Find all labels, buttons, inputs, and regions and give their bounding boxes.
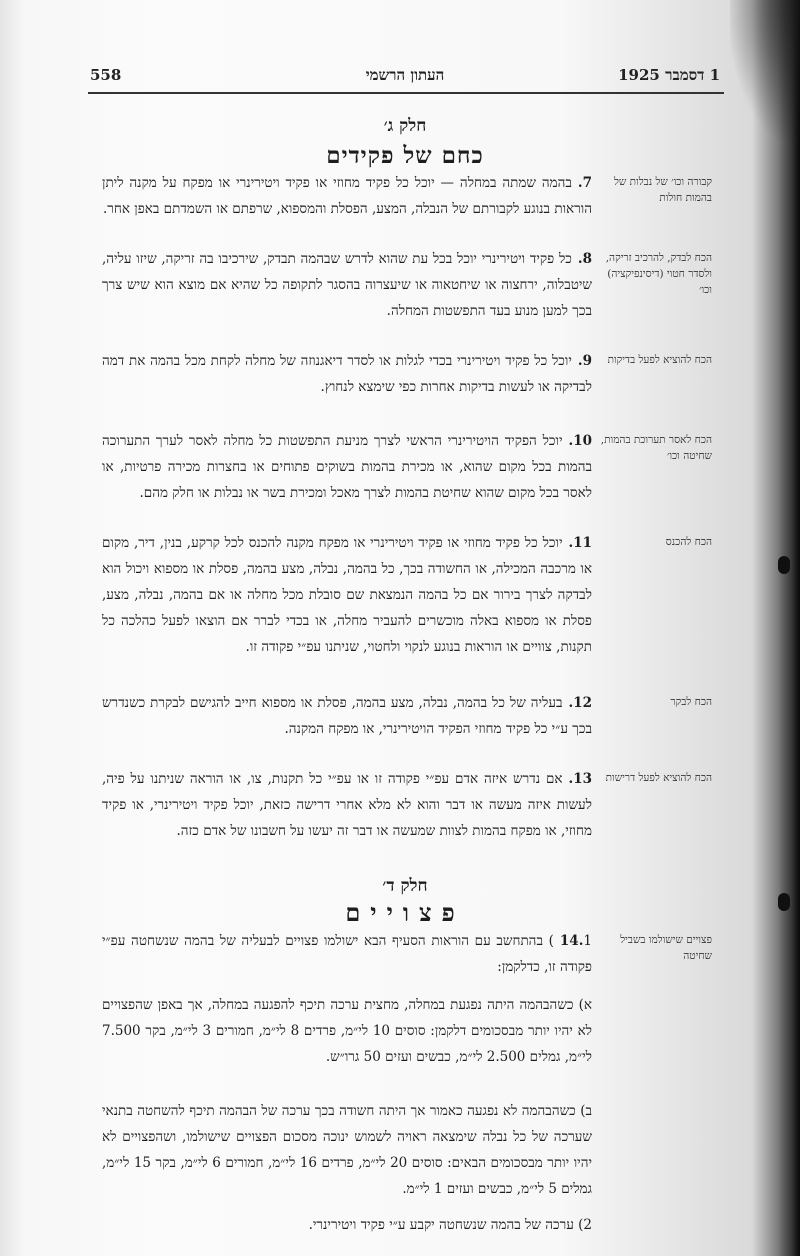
section-number: 14.: [559, 933, 584, 949]
section-7: [102, 170, 592, 222]
section-14-clause-b: ב) כשהבהמה לא נפגעה כאמור אך היתה חשודה בכך ערכה של הבהמה תיכף להשחטה בתנאי שערכה של כל נבלה שימצאה ראויה לשמוש ינוכה מסכום הפצויים שישולמו, ושהפצויים לא יהיו יותר מבסכומים הבאים: סוסים 20 לי״מ, פרדים 16 לי״מ, חמורים 6 לי״מ, בקר 15 לי״מ, גמלים 5 לי״מ, כבשים ועזים 1 לי״מ.: [102, 1103, 592, 1197]
section-14-clause-a: א) כשהבהמה היתה נפגעת במחלה, מחצית ערכה תיכף להפגעה במחלה, אך באפן שהפצויים לא יהיו יותר מבסכומים דלקמן: סוסים 10 לי״מ, פרדים 8 לי״מ, חמורים 3 לי״מ, בקר 7.500 לי״מ, גמלים 2.500 לי״מ, כבשים ועזים 50 גרו״ש.: [102, 997, 592, 1065]
margin-note: הכח להוציא לפעל דרישות: [605, 772, 712, 784]
section-text: יוכל כל פקיד ויטירינרי בכדי לגלות או לסדר דיאגנוזה של מחלה לקחת מכל בהמה את דמה לבדיקה או לעשות בדיקות אחרות כפי שימצא לנחוץ.: [102, 353, 592, 395]
section-number: 10.: [568, 433, 592, 449]
margin-note: פצויים שישולמו בשביל שחיטה: [620, 934, 712, 962]
section-13: [102, 766, 592, 844]
section-14-sub-2: 2) ערכה של בהמה שנשחטה יקבע ע״י פקיד ויטירינרי.: [308, 1217, 592, 1233]
section-number: 7.: [577, 175, 592, 191]
section-8: [102, 246, 592, 324]
margin-note: קבורה וכו׳ של נבלות של בהמות חולות: [613, 176, 712, 204]
margin-note: הכח לבקר: [670, 696, 712, 708]
page-edge-shadow: [778, 0, 800, 1256]
punch-hole: [778, 556, 790, 574]
gazette-title: העתון הרשמי: [365, 66, 445, 84]
header-rule: [88, 92, 724, 94]
section-number: 13.: [568, 771, 592, 787]
part-c-label: חלק ג׳: [383, 116, 427, 136]
margin-note: הכח לבדק, להרכיב זריקה, ולסדר חטוי (דיסינפיקציה) וכו׳: [605, 252, 712, 296]
part-c-title: כחם של פקידים: [326, 142, 484, 169]
margin-note: הכח לאסר תערוכת בהמות, שחיטה וכו׳: [600, 434, 712, 462]
page-number: 558: [90, 66, 122, 84]
section-10: [102, 428, 592, 506]
section-11: [102, 530, 592, 660]
punch-hole: [778, 893, 790, 911]
margin-note: הכח להכנס: [665, 536, 712, 548]
section-text: בהמה שמתה במחלה — יוכל כל פקיד מחוזי או פקיד ויטירינרי או מפקח על מקנה ליתן הוראות בנוגע לקבורתם של הנבלה, המצע, הפסלת והמספוא, שרפתם או השמדתם באפן אחר.: [102, 175, 592, 217]
section-text: 1) בהתחשב עם הוראות הסעיף הבא ישולמו פצויים לבעליה של בהמה שנשחטה עפ״י פקודה זו, כדלקמן:: [102, 933, 592, 975]
section-12: [102, 690, 592, 742]
section-number: 12.: [568, 695, 592, 711]
section-number: 11.: [568, 535, 592, 551]
section-14-intro: [102, 928, 592, 980]
part-d-title: פצויים: [345, 898, 465, 927]
section-text: יוכל הפקיד הויטירינרי הראשי לצרך מניעת התפשטות כל מחלה לאסר לערך התערוכה בהמות בכל מקום שהוא, או מכירת בהמות בשוקים פתוחים או בחצרות מכירה פרטיות, או לאסר בכל מקום שהוא שחיטת בהמות לצרך מאכל ומכירת בשר או נבלות או חלק מהם.: [102, 433, 592, 501]
section-number: 8.: [577, 251, 592, 267]
part-d-label: חלק ד׳: [382, 876, 428, 896]
section-9: [102, 348, 592, 400]
section-text: כל פקיד ויטירינרי יוכל בכל עת שהוא לדרש שבהמה תבדק, שירכיבו בה זריקה, שיזו עליה, שיטבלוה, ירחצוה או שיחטאוה או שיעצרוה בהסגר לתקופה כל שהיא אם מוצא הוא שיש צרך בכך למען מנוע בעד התפשטות המחלה.: [102, 251, 592, 319]
issue-date: 1 דסמבר 1925: [618, 66, 720, 84]
page-header: [90, 66, 720, 90]
section-text: בעליה של כל בהמה, נבלה, מצע בהמה, פסלת או מספוא חייב להגישם לבקרת כשנדרש בכך ע״י כל פקיד מחוזי הפקיד הויטירינרי, או מפקח המקנה.: [102, 695, 592, 737]
section-number: 9.: [577, 353, 592, 369]
section-text: אם נדרש איזה אדם עפ״י פקודה זו או עפ״י כל תקנות, צו, או הוראה שניתנו על פיה, לעשות איזה מעשה או דבר והוא לא מלא אחרי דרישה כזאת, יוכל פקיד ויטירינרי, או פקיד מחוזי, או מפקח בהמות לצוות שמעשה או דבר זה יעשו על חשבונו של אדם כזה.: [102, 771, 592, 839]
margin-note: הכח להוציא לפעל בדיקות: [607, 354, 712, 366]
section-text: יוכל כל פקיד מחוזי או פקיד ויטירינרי או מפקח מקנה להכנס לכל קרקע, בנין, דיר, מקום או מרכבה המכילה, או החשודה בכך, כל בהמה, נבלה, מצע בהמה, פסלת או מספוא ויכול הוא לבדקה לצרך בירור אם כל בהמה הנמצאת שם סובלת מכל מחלה או אם בהמה, נבלה, מצע, פסלת או מספוא באלה מוכשרים להעביר מחלה, או בכדי לברר אם הוצאו לפעל כהלכה כל תקנות, צוויים או הוראות בנוגע לנקוי ולחטוי, שניתנו עפ״י פקודה זו.: [102, 535, 592, 655]
